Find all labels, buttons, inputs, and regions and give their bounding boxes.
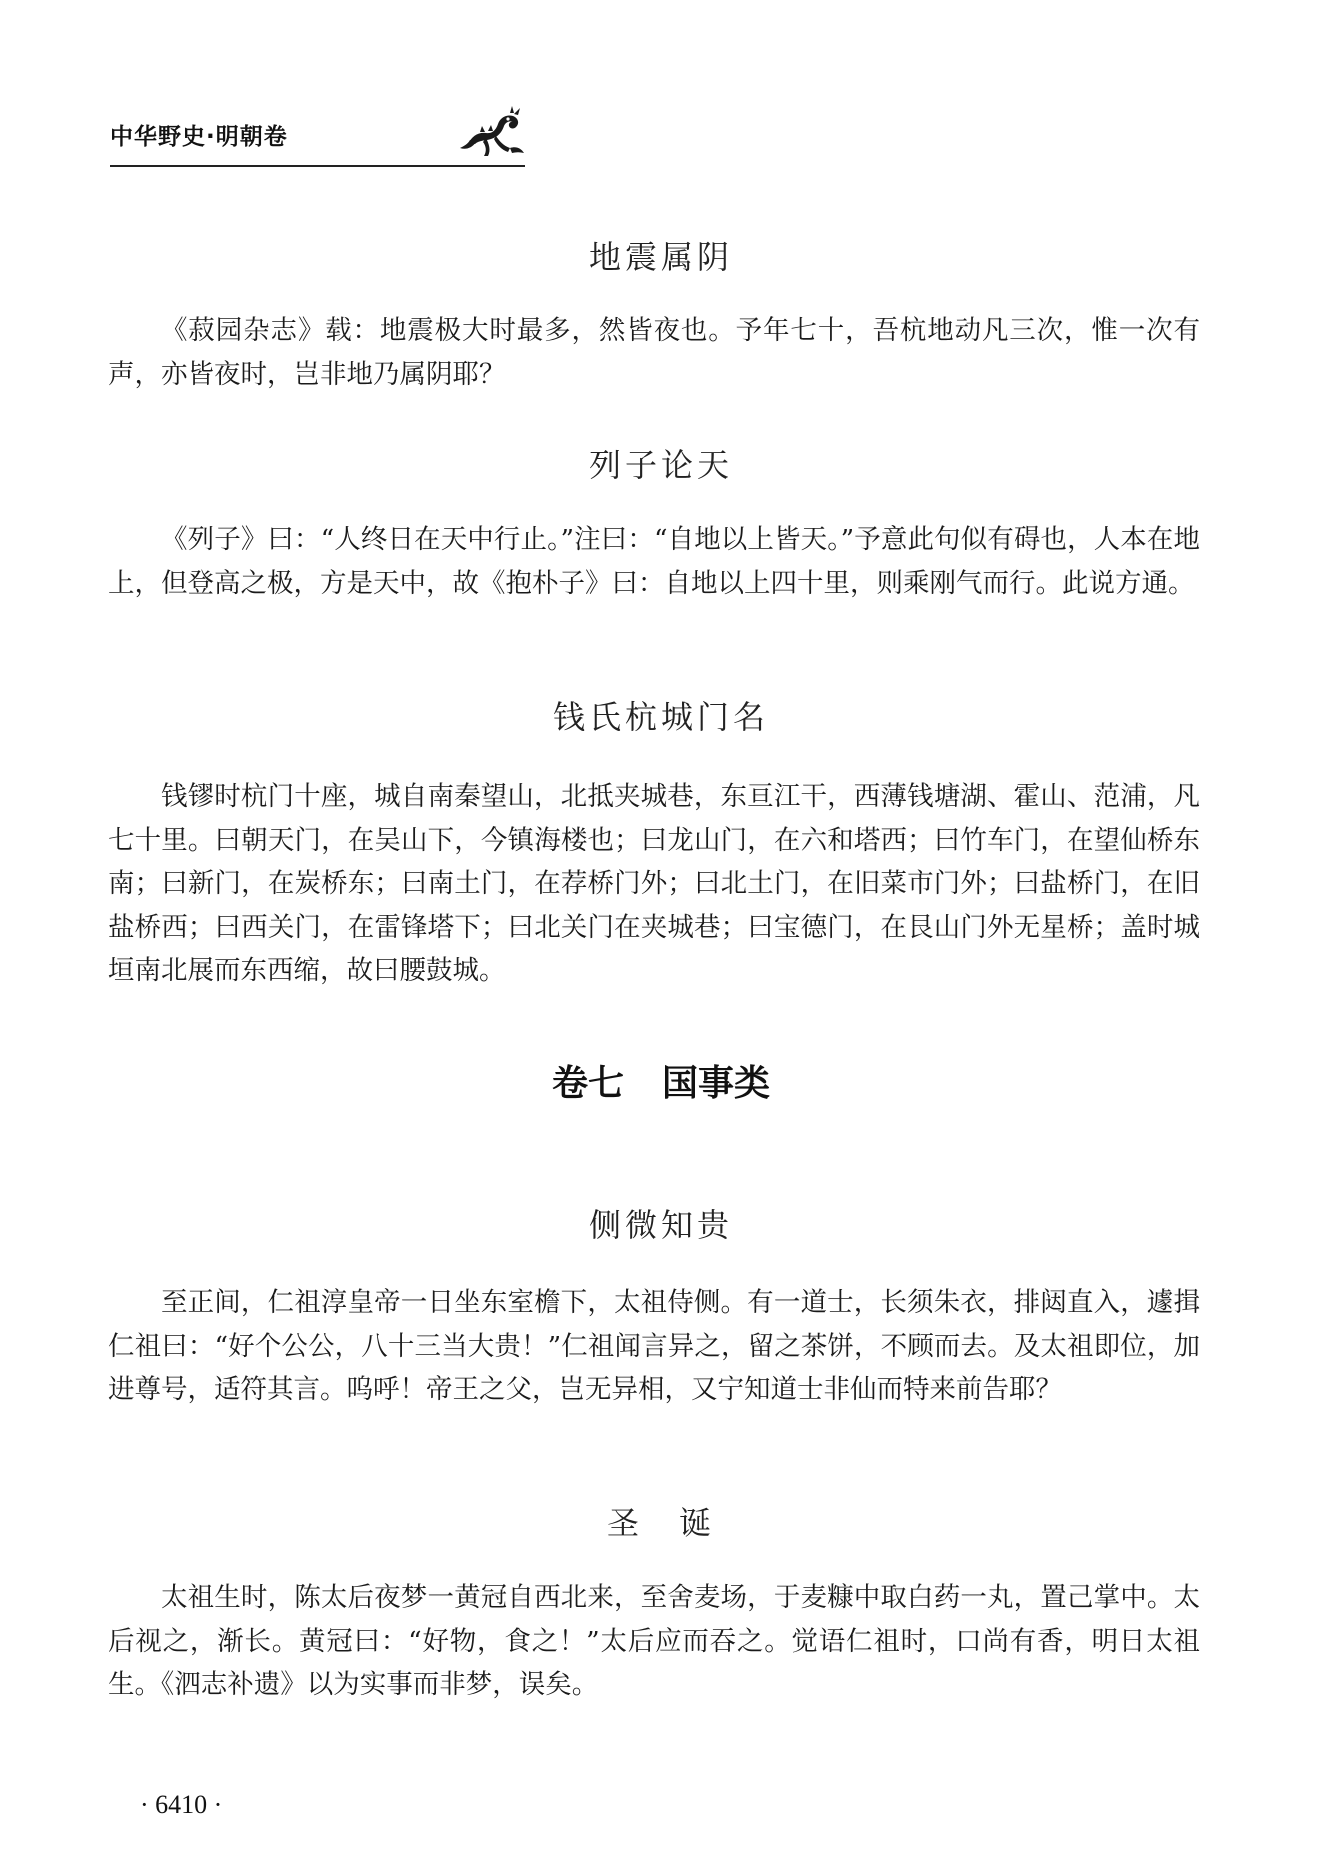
section-paragraph: 钱镠时杭门十座，城自南秦望山，北抵夹城巷，东亘江干，西薄钱塘湖、霍山、范浦，凡七十里。曰朝天门，在吴山下，今镇海楼也；曰龙山门，在六和塔西；曰竹车门，在望仙桥东南；曰新门，在炭桥东；曰南土门，在荐桥门外；曰北土门，在旧菜市门外；曰盐桥门，在旧盐桥西；曰西关门，在雷锋塔下；曰北关门在夹城巷；曰宝德门，在艮山门外无星桥；盖时城垣南北展而东西缩，故曰腰鼓城。 [108, 781, 1200, 986]
section-paragraph: 《列子》曰：“人终日在天中行止。”注曰：“自地以上皆天。”予意此句似有碍也，人本在地上，但登高之极，方是天中，故《抱朴子》曰：自地以上四十里，则乘刚气而行。此说方通。 [108, 524, 1200, 599]
section-paragraph: 太祖生时，陈太后夜梦一黄冠自西北来，至舍麦场，于麦糠中取白药一丸，置己掌中。太后视之，渐长。黄冠曰：“好物，食之！”太后应而吞之。觉语仁祖时，口尚有香，明日太祖生。《泗志补遗》以为实事而非梦，误矣。 [108, 1582, 1200, 1700]
running-head-title: 中华野史·明朝卷 [110, 124, 288, 150]
page-number: · 6410 · [140, 1790, 223, 1819]
chapter-heading [0, 1055, 1322, 1106]
section-title: 地震属阴 [588, 238, 733, 276]
section-title: 圣 诞 [606, 1504, 715, 1542]
section-title: 钱氏杭城门名 [552, 698, 769, 736]
dragon-emblem-icon [458, 106, 530, 164]
header-rule [110, 165, 525, 167]
section-paragraph: 《菽园杂志》载：地震极大时最多，然皆夜也。予年七十，吾杭地动凡三次，惟一次有声，亦皆夜时，岂非地乃属阴耶？ [108, 315, 1200, 390]
chapter-name: 国事类 [662, 1063, 771, 1104]
section-title: 侧微知贵 [588, 1206, 733, 1244]
chapter-number: 卷七 [551, 1063, 624, 1104]
section-paragraph: 至正间，仁祖淳皇帝一日坐东室檐下，太祖侍侧。有一道士，长须朱衣，排闼直入，遽揖仁祖曰：“好个公公，八十三当大贵！”仁祖闻言异之，留之茶饼，不顾而去。及太祖即位，加进尊号，适符其言。呜呼！帝王之父，岂无异相，又宁知道士非仙而特来前告耶？ [108, 1287, 1200, 1405]
section-title: 列子论天 [588, 446, 733, 484]
